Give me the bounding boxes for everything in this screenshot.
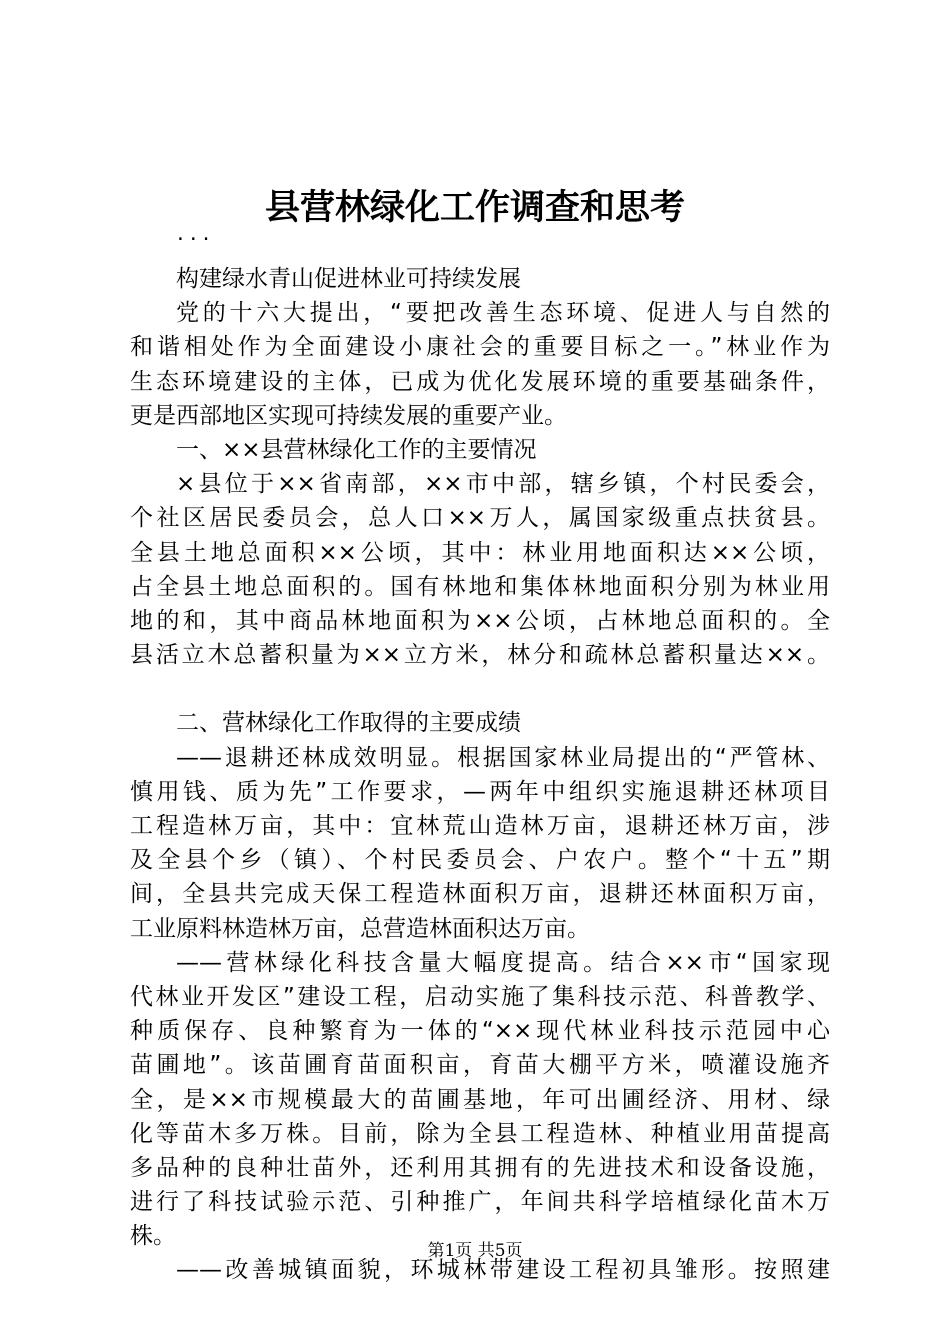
text-line: 地的和，其中商品林地面积为××公顷，占林地总面积的。全 <box>130 607 830 634</box>
text-line: 全县土地总面积××公顷，其中：林业用地面积达××公顷， <box>130 539 830 566</box>
text-line: 县活立木总蓄积量为××立方米，林分和疏林总蓄积量达××。 <box>130 642 830 669</box>
document-body <box>130 262 830 1288</box>
text-line: ——退耕还林成效明显。根据国家林业局提出的“严管林、 <box>176 744 830 771</box>
text-line: 生态环境建设的主体，已成为优化发展环境的重要基础条件， <box>130 368 830 395</box>
text-line: ×县位于××省南部，××市中部，辖乡镇，个村民委会， <box>176 471 830 498</box>
page-footer: 第1页 共5页 <box>427 1241 523 1261</box>
ellipsis-marker: ... <box>175 224 214 245</box>
text-line: 间，全县共完成天保工程造林面积万亩，退耕还林面积万亩， <box>130 881 830 908</box>
text-line: 更是西部地区实现可持续发展的重要产业。 <box>130 402 567 429</box>
text-line: 种质保存、良种繁育为一体的“××现代林业科技示范园中心 <box>130 1018 830 1045</box>
text-line: 慎用钱、质为先”工作要求，—两年中组织实施退耕还林项目 <box>130 778 830 805</box>
blank-line <box>130 672 830 706</box>
text-line: 占全县土地总面积的。国有林地和集体林地面积分别为林业用 <box>130 573 830 600</box>
text-line: 株。 <box>130 1223 176 1250</box>
text-line: ——改善城镇面貌，环城林带建设工程初具雏形。按照建 <box>176 1257 830 1284</box>
text-line: 代林业开发区”建设工程，启动实施了集科技示范、科普教学、 <box>130 983 830 1010</box>
text-line: 多品种的良种壮苗外，还利用其拥有的先进技术和设备设施， <box>130 1154 830 1181</box>
text-line: 进行了科技试验示范、引种推广，年间共科学培植绿化苗木万 <box>130 1189 830 1216</box>
text-line: 二、营林绿化工作取得的主要成绩 <box>176 710 521 737</box>
text-line: 工程造林万亩，其中：宜林荒山造林万亩，退耕还林万亩，涉 <box>130 813 830 839</box>
text-line: ——营林绿化科技含量大幅度提高。结合××市“国家现 <box>176 949 830 976</box>
text-line: 工业原料林造林万亩，总营造林面积达万亩。 <box>130 915 590 942</box>
text-line: 构建绿水青山促进林业可持续发展 <box>176 266 521 292</box>
document-title: 县营林绿化工作调查和思考 <box>264 187 685 228</box>
text-line: 个社区居民委员会，总人口××万人，属国家级重点扶贫县。 <box>130 505 830 532</box>
text-line: 及全县个乡（镇）、个村民委员会、户农户。整个“十五”期 <box>130 847 830 874</box>
text-line: 全，是××市规模最大的苗圃基地，年可出圃经济、用材、绿 <box>130 1086 830 1113</box>
text-line: 苗圃地”。该苗圃育苗面积亩，育苗大棚平方米，喷灌设施齐 <box>130 1052 830 1079</box>
text-line: 和谐相处作为全面建设小康社会的重要目标之一。”林业作为 <box>130 334 830 361</box>
text-line: 化等苗木多万株。目前，除为全县工程造林、种植业用苗提高 <box>130 1120 830 1147</box>
text-line: 一、××县营林绿化工作的主要情况 <box>176 436 537 463</box>
text-line: 党的十六大提出，“要把改善生态环境、促进人与自然的 <box>176 300 830 327</box>
